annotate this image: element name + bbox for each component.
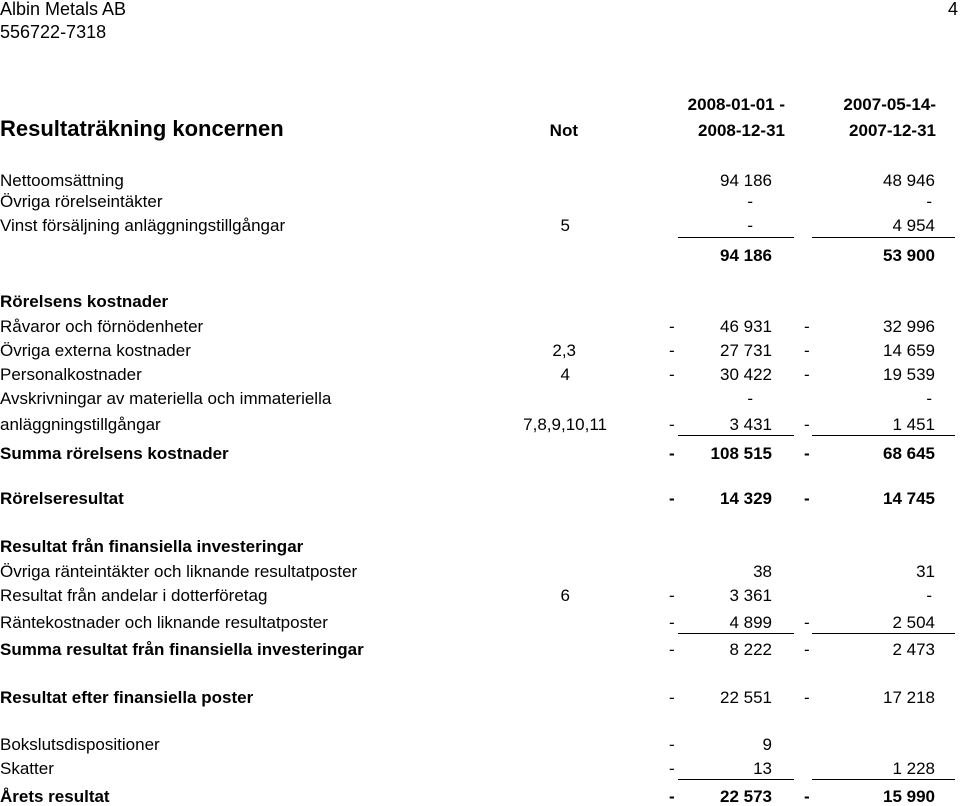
value-p2: - (926, 192, 932, 211)
value-p1: 9 (762, 735, 772, 754)
underline-p1 (678, 237, 794, 238)
value-p2: 1 451 (892, 415, 935, 434)
row-label: Räntekostnader och liknande resultatposter (0, 613, 328, 632)
underline-p1 (678, 779, 794, 780)
value-p1: 30 422 (720, 365, 772, 384)
row-label: Resultat efter finansiella poster (0, 688, 254, 707)
underline-p1 (678, 633, 794, 634)
value-p2: 1 228 (892, 759, 935, 778)
sign-p2: - (804, 640, 810, 659)
value-p2: 4 954 (892, 216, 935, 235)
row-label-line2: anläggningstillgångar (0, 415, 161, 434)
value-p1: 46 931 (720, 317, 772, 336)
note-ref: 4 (560, 365, 570, 384)
value-p1: 3 361 (729, 586, 772, 605)
row-label: Råvaror och förnödenheter (0, 317, 204, 336)
value-p2: 32 996 (883, 317, 935, 336)
section-heading-costs: Rörelsens kostnader (0, 292, 169, 311)
value-p2: 2 504 (892, 613, 935, 632)
underline-p2 (812, 237, 955, 238)
value-p1: 38 (753, 562, 772, 581)
underline-p2 (812, 435, 955, 436)
company-name: Albin Metals AB (0, 0, 127, 19)
row-label: Övriga externa kostnader (0, 341, 191, 360)
row-label: Nettoomsättning (0, 171, 124, 190)
value-p1: - (747, 216, 753, 235)
underline-p2 (812, 633, 955, 634)
sign-p2: - (804, 489, 810, 508)
period1-start: 2008-01-01 - (687, 95, 785, 114)
sign-p1: - (669, 613, 675, 632)
sign-p1: - (669, 688, 675, 707)
page-number: 4 (947, 0, 958, 19)
value-p1: 22 573 (720, 787, 772, 806)
row-label: Skatter (0, 759, 54, 778)
row-label: Rörelseresultat (0, 489, 124, 508)
row-label: Bokslutsdispositioner (0, 735, 160, 754)
sign-p2: - (804, 317, 810, 336)
value-p1: 22 551 (720, 688, 772, 707)
statement-title: Resultaträkning koncernen (0, 116, 284, 141)
value-p1: 14 329 (720, 489, 772, 508)
sign-p1: - (669, 735, 675, 754)
value-p2: 31 (916, 562, 935, 581)
value-p2: 14 659 (883, 341, 935, 360)
sign-p1: - (669, 317, 675, 336)
sign-p2: - (804, 444, 810, 463)
value-p2: 19 539 (883, 365, 935, 384)
section-heading-financial: Resultat från finansiella investeringar (0, 537, 304, 556)
org-number: 556722-7318 (0, 22, 107, 42)
sign-p1: - (669, 586, 675, 605)
row-label: Summa rörelsens kostnader (0, 444, 229, 463)
value-p1: 94 186 (720, 171, 772, 190)
value-p1: - (747, 192, 753, 211)
value-p1: 4 899 (729, 613, 772, 632)
value-p2: - (926, 586, 932, 605)
note-column-header: Not (549, 121, 578, 140)
sign-p1: - (669, 787, 675, 806)
row-label: Vinst försäljning anläggningstillgångar (0, 216, 286, 235)
underline-p1 (678, 435, 794, 436)
row-label: Övriga rörelseintäkter (0, 192, 163, 211)
note-ref: 6 (560, 586, 570, 605)
value-p2-top: - (926, 389, 932, 408)
value-p2: 48 946 (883, 171, 935, 190)
sign-p1: - (669, 444, 675, 463)
sign-p1: - (669, 640, 675, 659)
sign-p2: - (804, 688, 810, 707)
underline-p2 (812, 779, 955, 780)
row-label: Summa resultat från finansiella investeringar (0, 640, 364, 659)
sign-p1: - (669, 341, 675, 360)
value-p1: 8 222 (729, 640, 772, 659)
sign-p2: - (804, 365, 810, 384)
sign-p2: - (804, 341, 810, 360)
value-p2: 17 218 (883, 688, 935, 707)
sign-p1: - (669, 365, 675, 384)
note-ref: 5 (560, 216, 570, 235)
period2-start: 2007-05-14- (843, 95, 936, 114)
value-p1-top: - (747, 389, 753, 408)
row-label: Personalkostnader (0, 365, 142, 384)
row-label: Resultat från andelar i dotterföretag (0, 586, 268, 605)
row-label: Årets resultat (0, 787, 110, 806)
sign-p2: - (804, 787, 810, 806)
row-label-line1: Avskrivningar av materiella och immateriella (0, 389, 332, 408)
value-p1: 13 (753, 759, 772, 778)
sign-p1: - (669, 415, 675, 434)
value-p2: 14 745 (883, 489, 935, 508)
period1-end: 2008-12-31 (698, 121, 785, 140)
note-ref: 2,3 (552, 341, 576, 360)
value-p1: 3 431 (729, 415, 772, 434)
value-p2: 2 473 (892, 640, 935, 659)
sign-p2: - (804, 415, 810, 434)
note-ref: 7,8,9,10,11 (523, 415, 607, 434)
sign-p1: - (669, 759, 675, 778)
value-p1: 108 515 (710, 444, 772, 463)
value-p2: 68 645 (883, 444, 935, 463)
row-label: Övriga ränteintäkter och liknande resultatposter (0, 562, 358, 581)
value-p1: 27 731 (720, 341, 772, 360)
value-p2: 15 990 (883, 787, 935, 806)
sign-p1: - (669, 489, 675, 508)
sign-p2: - (804, 613, 810, 632)
period2-end: 2007-12-31 (849, 121, 936, 140)
value-p2: 53 900 (883, 246, 935, 265)
value-p1: 94 186 (720, 246, 772, 265)
